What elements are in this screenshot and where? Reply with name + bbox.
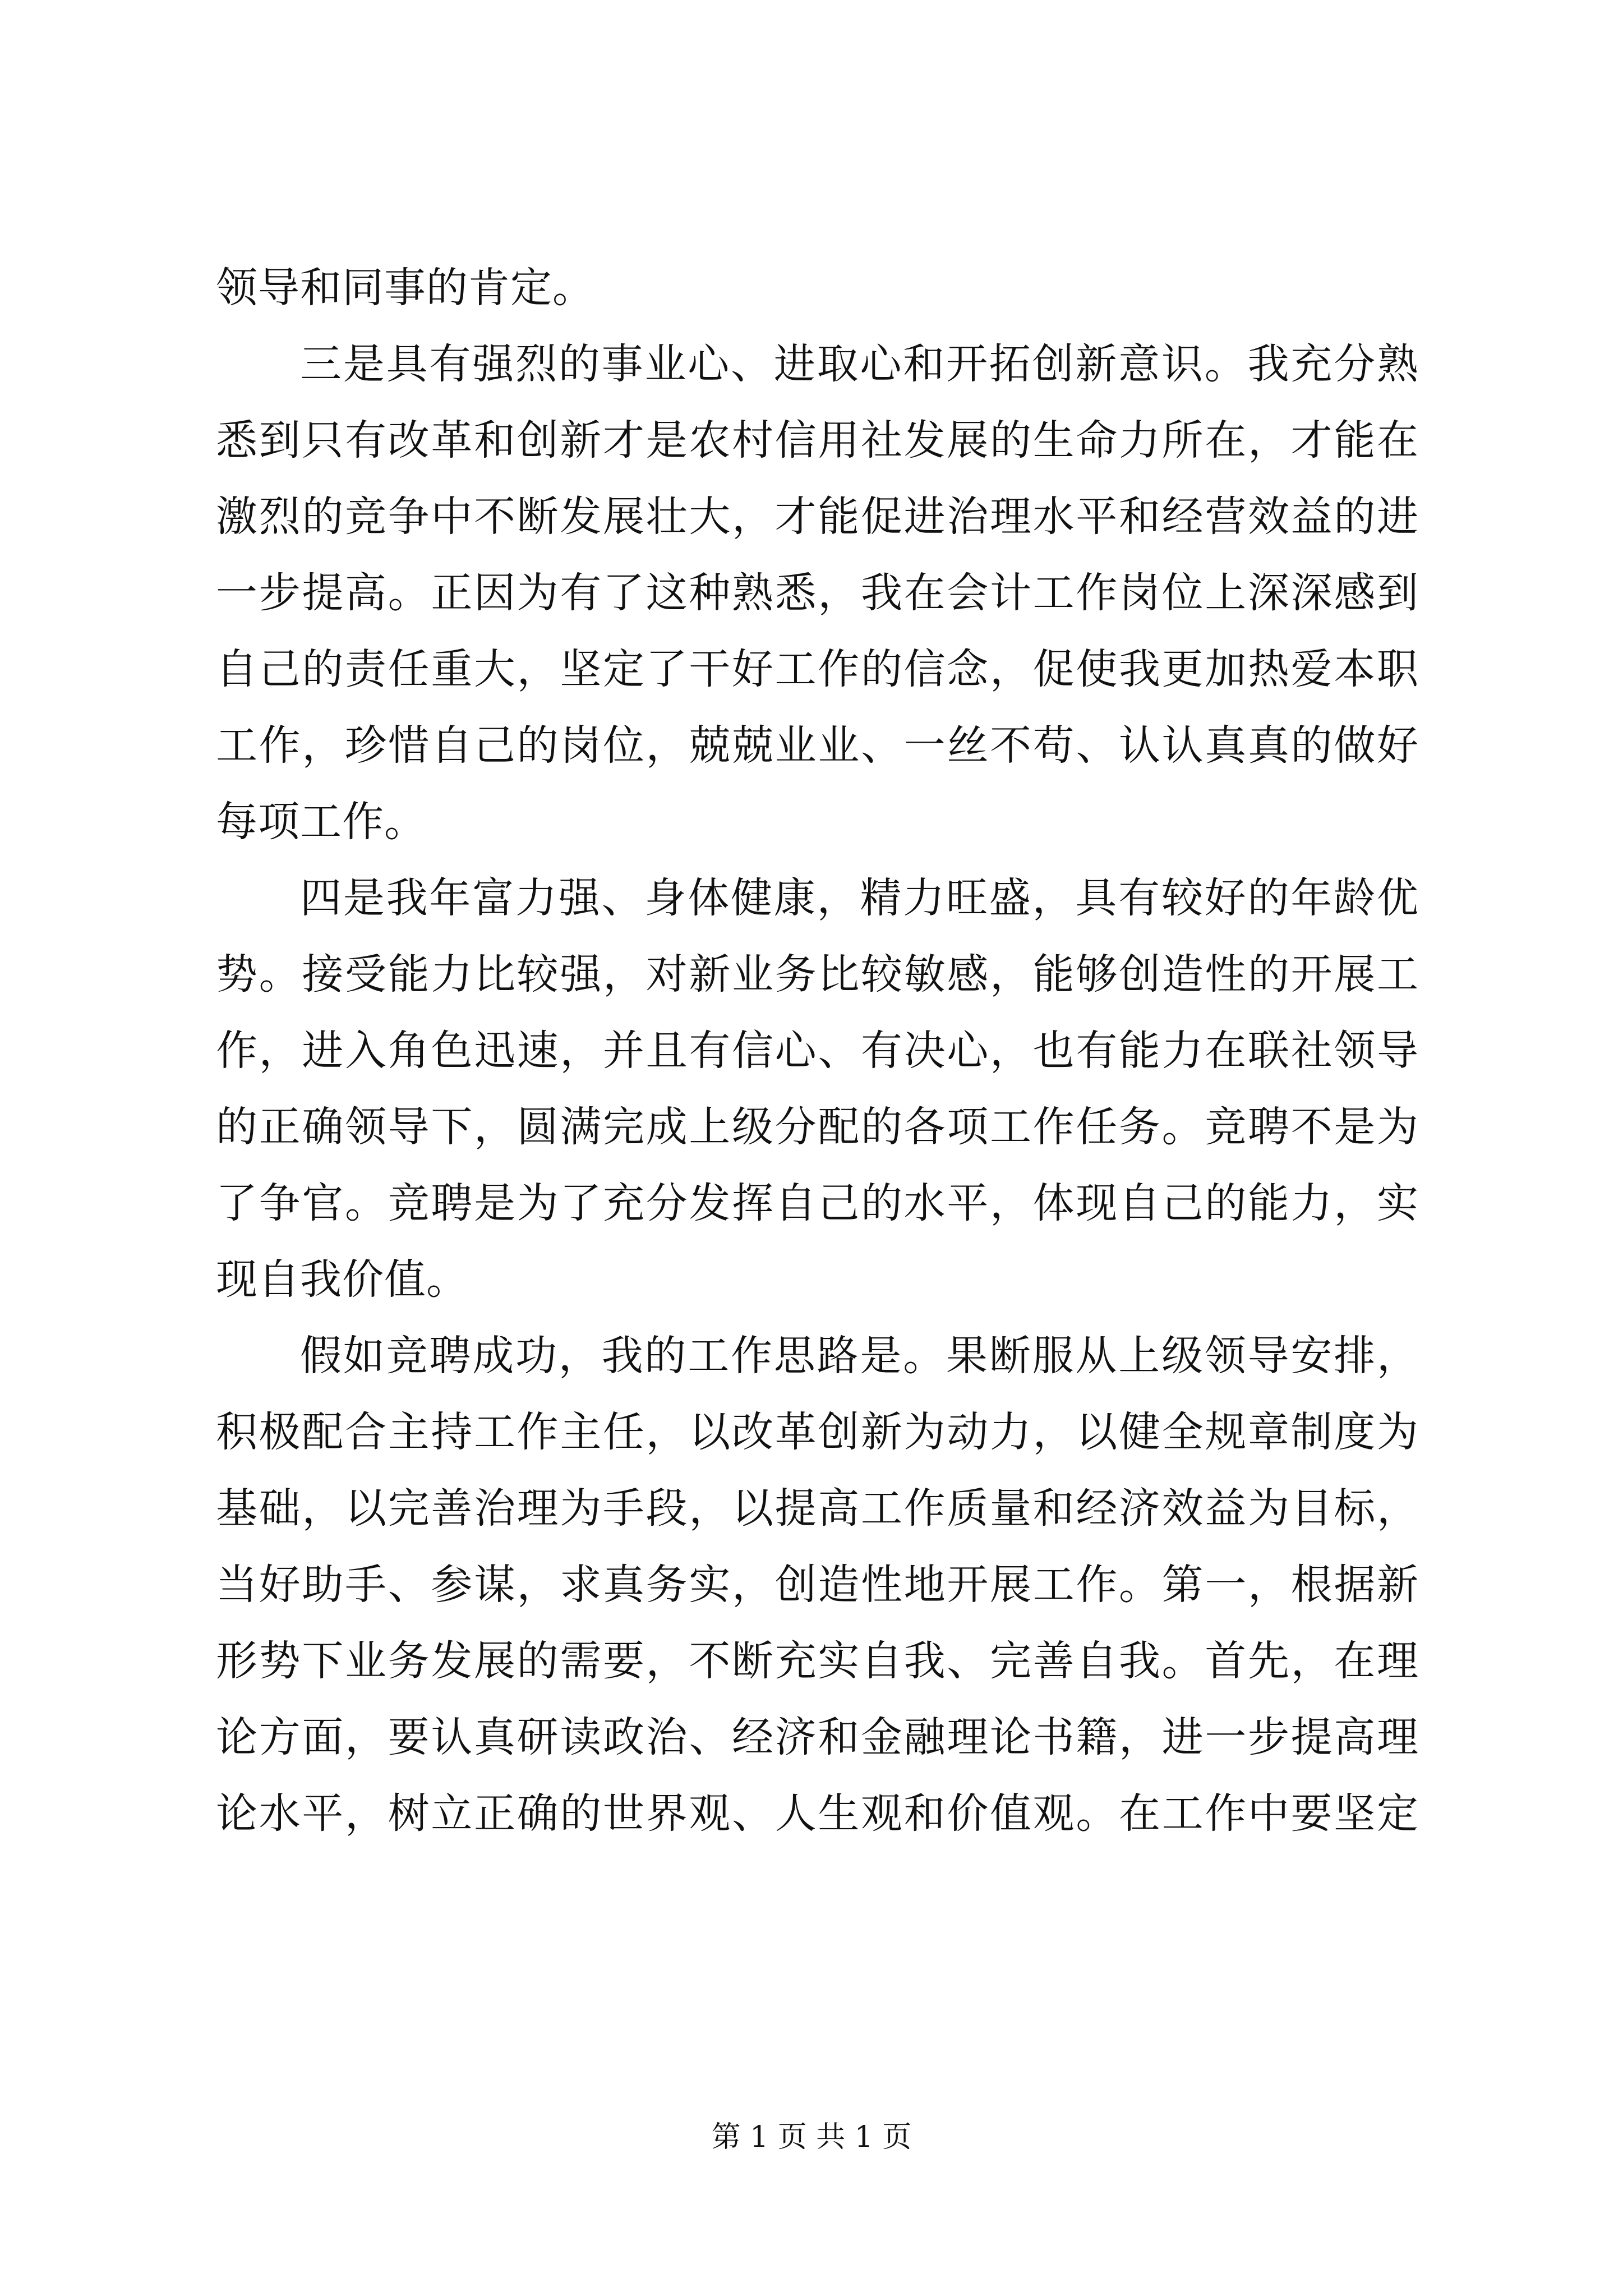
text-line: 工作，珍惜自己的岗位，兢兢业业、一丝不苟、认认真真的做好 xyxy=(216,721,1419,770)
text-line: 的正确领导下，圆满完成上级分配的各项工作任务。竞聘不是为 xyxy=(216,1103,1419,1151)
text-line: 形势下业务发展的需要，不断充实自我、完善自我。首先，在理 xyxy=(216,1637,1419,1685)
page-number-label: 第 1 页 共 1 页 xyxy=(711,2120,912,2154)
text-line: 论方面，要认真研读政治、经济和金融理论书籍，进一步提高理 xyxy=(216,1713,1419,1761)
text-line: 一步提高。正因为有了这种熟悉，我在会计工作岗位上深深感到 xyxy=(216,569,1419,617)
page-footer xyxy=(0,2118,1623,2157)
text-line: 当好助手、参谋，求真务实，创造性地开展工作。第一，根据新 xyxy=(216,1561,1419,1609)
text-line: 基础，以完善治理为手段，以提高工作质量和经济效益为目标， xyxy=(216,1484,1419,1533)
text-line: 自己的责任重大，坚定了干好工作的信念，促使我更加热爱本职 xyxy=(216,645,1419,693)
paragraph-start-line: 三是具有强烈的事业心、进取心和开拓创新意识。我充分熟 xyxy=(300,340,1419,388)
text-line: 积极配合主持工作主任，以改革创新为动力，以健全规章制度为 xyxy=(216,1408,1419,1456)
text-line: 悉到只有改革和创新才是农村信用社发展的生命力所在，才能在 xyxy=(216,416,1419,464)
text-line: 领导和同事的肯定。 xyxy=(216,264,594,312)
paragraph-start-line: 假如竞聘成功，我的工作思路是。果断服从上级领导安排， xyxy=(300,1332,1419,1380)
text-line: 作，进入角色迅速，并且有信心、有决心，也有能力在联社领导 xyxy=(216,1027,1419,1075)
text-line: 了争官。竞聘是为了充分发挥自己的水平，体现自己的能力，实 xyxy=(216,1179,1419,1227)
text-line: 每项工作。 xyxy=(216,798,426,846)
text-line: 论水平，树立正确的世界观、人生观和价值观。在工作中要坚定 xyxy=(216,1789,1419,1838)
text-line: 现自我价值。 xyxy=(216,1255,468,1304)
text-line: 势。接受能力比较强，对新业务比较敏感，能够创造性的开展工 xyxy=(216,950,1419,999)
paragraph-start-line: 四是我年富力强、身体健康，精力旺盛，具有较好的年龄优 xyxy=(300,874,1419,922)
document-body xyxy=(216,250,1419,1852)
text-line: 激烈的竞争中不断发展壮大，才能促进治理水平和经营效益的进 xyxy=(216,493,1419,541)
